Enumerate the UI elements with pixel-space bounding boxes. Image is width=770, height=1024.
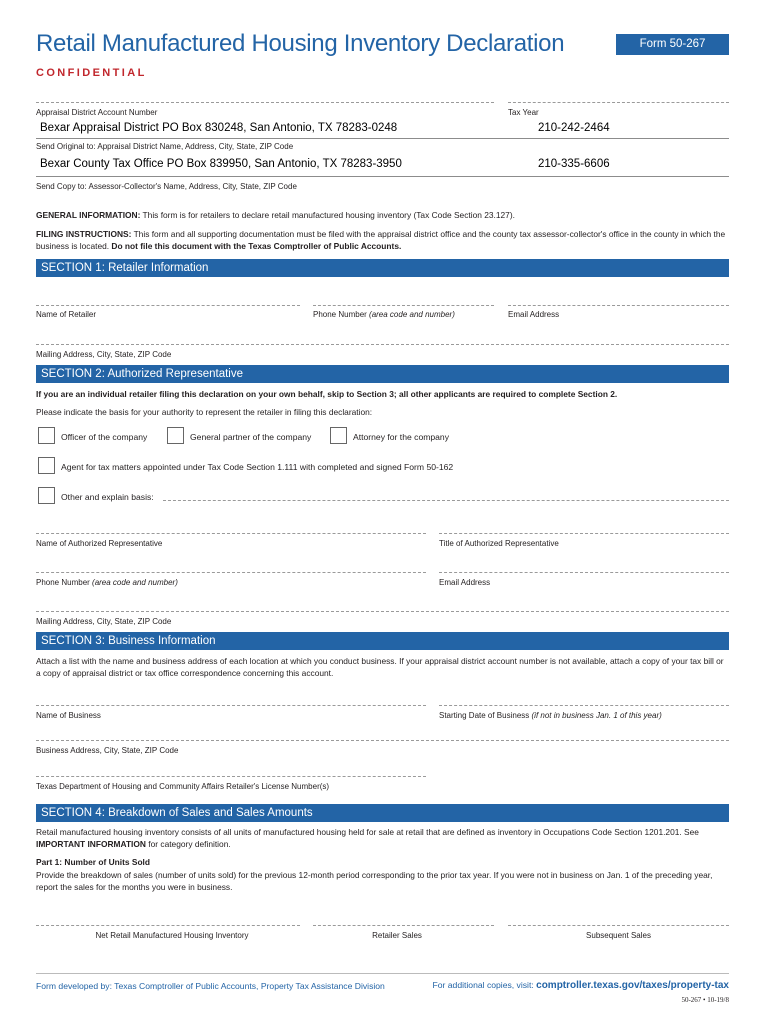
other-explain-line[interactable]	[163, 500, 729, 501]
filing-instructions	[36, 229, 729, 253]
rep-name-label: Name of Authorized Representative	[36, 539, 163, 548]
retailer-sales-line[interactable]	[313, 925, 494, 926]
retailer-name-label: Name of Retailer	[36, 310, 97, 319]
section-1-header: SECTION 1: Retailer Information	[36, 259, 729, 277]
agent-checkbox[interactable]	[38, 457, 55, 474]
business-address-line[interactable]	[36, 740, 729, 741]
section-3-header: SECTION 3: Business Information	[36, 632, 729, 650]
start-date-line[interactable]	[439, 705, 729, 706]
officer-label: Officer of the company	[61, 432, 148, 442]
rep-phone-line[interactable]	[36, 572, 426, 573]
send-original-label: Send Original to: Appraisal District Name, Address, City, State, ZIP Code	[36, 142, 294, 151]
send-original-field[interactable]: Bexar Appraisal District PO Box 830248, San Antonio, TX 78283-0248	[40, 122, 398, 134]
start-date-label: Starting Date of Business (if not in business Jan. 1 of this year)	[439, 711, 662, 720]
footer-divider	[36, 973, 729, 974]
send-copy-label: Send Copy to: Assessor-Collector's Name, Address, City, State, ZIP Code	[36, 182, 297, 191]
general-information	[36, 210, 729, 222]
subsequent-sales-line[interactable]	[508, 925, 729, 926]
retailer-email-label: Email Address	[508, 310, 560, 319]
rep-mailing-label: Mailing Address, City, State, ZIP Code	[36, 617, 172, 626]
partner-checkbox[interactable]	[167, 427, 184, 444]
filing-warning: Do not file this document with the Texas Comptroller of Public Accounts.	[111, 240, 402, 251]
rep-name-line[interactable]	[36, 533, 426, 534]
rep-email-line[interactable]	[439, 572, 729, 573]
attorney-label: Attorney for the company	[353, 432, 450, 442]
rep-phone-label: Phone Number (area code and number)	[36, 578, 178, 587]
account-number-label: Appraisal District Account Number	[36, 108, 158, 117]
retailer-phone-label: Phone Number (area code and number)	[313, 310, 455, 319]
retailer-sales-label: Retailer Sales	[372, 931, 422, 940]
section-3-intro: Attach a list with the name and business address of each location at which you conduct business. If your appraisal district account number is not available, attach a copy of your tax bill or a copy of appraisal district or tax office correspondence concerning this account.	[36, 656, 724, 678]
section-2-intro: Please indicate the basis for your authority to represent the retailer in filing this declaration:	[36, 407, 373, 417]
retailer-name-line[interactable]	[36, 305, 300, 306]
filing-text: This form and all supporting documentation must be filed with the appraisal district office and the county tax assessor-collector's office in the county in which the business is located.	[36, 229, 726, 251]
agent-label: Agent for tax matters appointed under Tax Code Section 1.111 with completed and signed Form 50-162	[61, 462, 454, 472]
divider	[36, 176, 729, 177]
rep-title-line[interactable]	[439, 533, 729, 534]
filing-heading: FILING INSTRUCTIONS:	[36, 229, 132, 239]
business-name-label: Name of Business	[36, 711, 101, 720]
part-1-heading: Part 1: Number of Units Sold	[36, 857, 151, 867]
rep-mailing-line[interactable]	[36, 611, 729, 612]
officer-checkbox[interactable]	[38, 427, 55, 444]
form-title: Retail Manufactured Housing Inventory Declaration	[36, 30, 565, 57]
net-inventory-label: Net Retail Manufactured Housing Inventory	[95, 931, 249, 940]
tax-year-label: Tax Year	[508, 108, 539, 117]
retailer-mailing-line[interactable]	[36, 344, 729, 345]
other-checkbox[interactable]	[38, 487, 55, 504]
other-label: Other and explain basis:	[61, 492, 154, 502]
general-heading: GENERAL INFORMATION:	[36, 210, 141, 220]
partner-label: General partner of the company	[190, 432, 312, 442]
form-revision: 50-267 • 10-19/8	[681, 996, 729, 1004]
retailer-mailing-label: Mailing Address, City, State, ZIP Code	[36, 350, 172, 359]
business-address-label: Business Address, City, State, ZIP Code	[36, 746, 179, 755]
retailer-email-line[interactable]	[508, 305, 729, 306]
business-name-line[interactable]	[36, 705, 426, 706]
confidential-label: CONFIDENTIAL	[36, 67, 147, 79]
form-number-badge: Form 50-267	[616, 34, 729, 55]
send-copy-field[interactable]: Bexar County Tax Office PO Box 839950, San Antonio, TX 78283-3950	[40, 158, 402, 170]
send-copy-phone[interactable]: 210-335-6606	[538, 158, 610, 170]
license-label: Texas Department of Housing and Community Affairs Retailer's License Number(s)	[36, 782, 330, 791]
rep-title-label: Title of Authorized Representative	[439, 539, 559, 548]
tax-year-line[interactable]	[508, 102, 729, 103]
footer-url-link[interactable]: comptroller.texas.gov/taxes/property-tax	[536, 980, 729, 991]
divider	[36, 138, 729, 139]
section-4-header: SECTION 4: Breakdown of Sales and Sales Amounts	[36, 804, 729, 822]
general-text: This form is for retailers to declare retail manufactured housing inventory (Tax Code Section 23.127).	[140, 210, 515, 220]
section-4-intro: Retail manufactured housing inventory consists of all units of manufactured housing held for sale at retail that are defined as inventory in Occupations Code Section 1201.201. See IMPORTANT INFORMATION for category definition.	[36, 827, 699, 849]
section-2-header: SECTION 2: Authorized Representative	[36, 365, 729, 383]
rep-email-label: Email Address	[439, 578, 491, 587]
part-1-text: Provide the breakdown of sales (number of units sold) for the previous 12-month period corresponding to the prior tax year. If you were not in business on Jan. 1 of the preceding year, report the sales for the months you were in business.	[36, 870, 713, 892]
account-number-line[interactable]	[36, 102, 494, 103]
attorney-checkbox[interactable]	[330, 427, 347, 444]
subsequent-sales-label: Subsequent Sales	[586, 931, 651, 940]
net-inventory-line[interactable]	[36, 925, 300, 926]
footer-copies: For additional copies, visit: comptroller.texas.gov/taxes/property-tax	[432, 980, 729, 991]
footer-developed-by: Form developed by: Texas Comptroller of Public Accounts, Property Tax Assistance Division	[36, 981, 385, 991]
section-2-skip-note: If you are an individual retailer filing this declaration on your own behalf, skip to Section 3; all other applicants are required to complete Section 2.	[36, 389, 618, 399]
retailer-phone-line[interactable]	[313, 305, 494, 306]
send-original-phone[interactable]: 210-242-2464	[538, 122, 610, 134]
license-line[interactable]	[36, 776, 426, 777]
